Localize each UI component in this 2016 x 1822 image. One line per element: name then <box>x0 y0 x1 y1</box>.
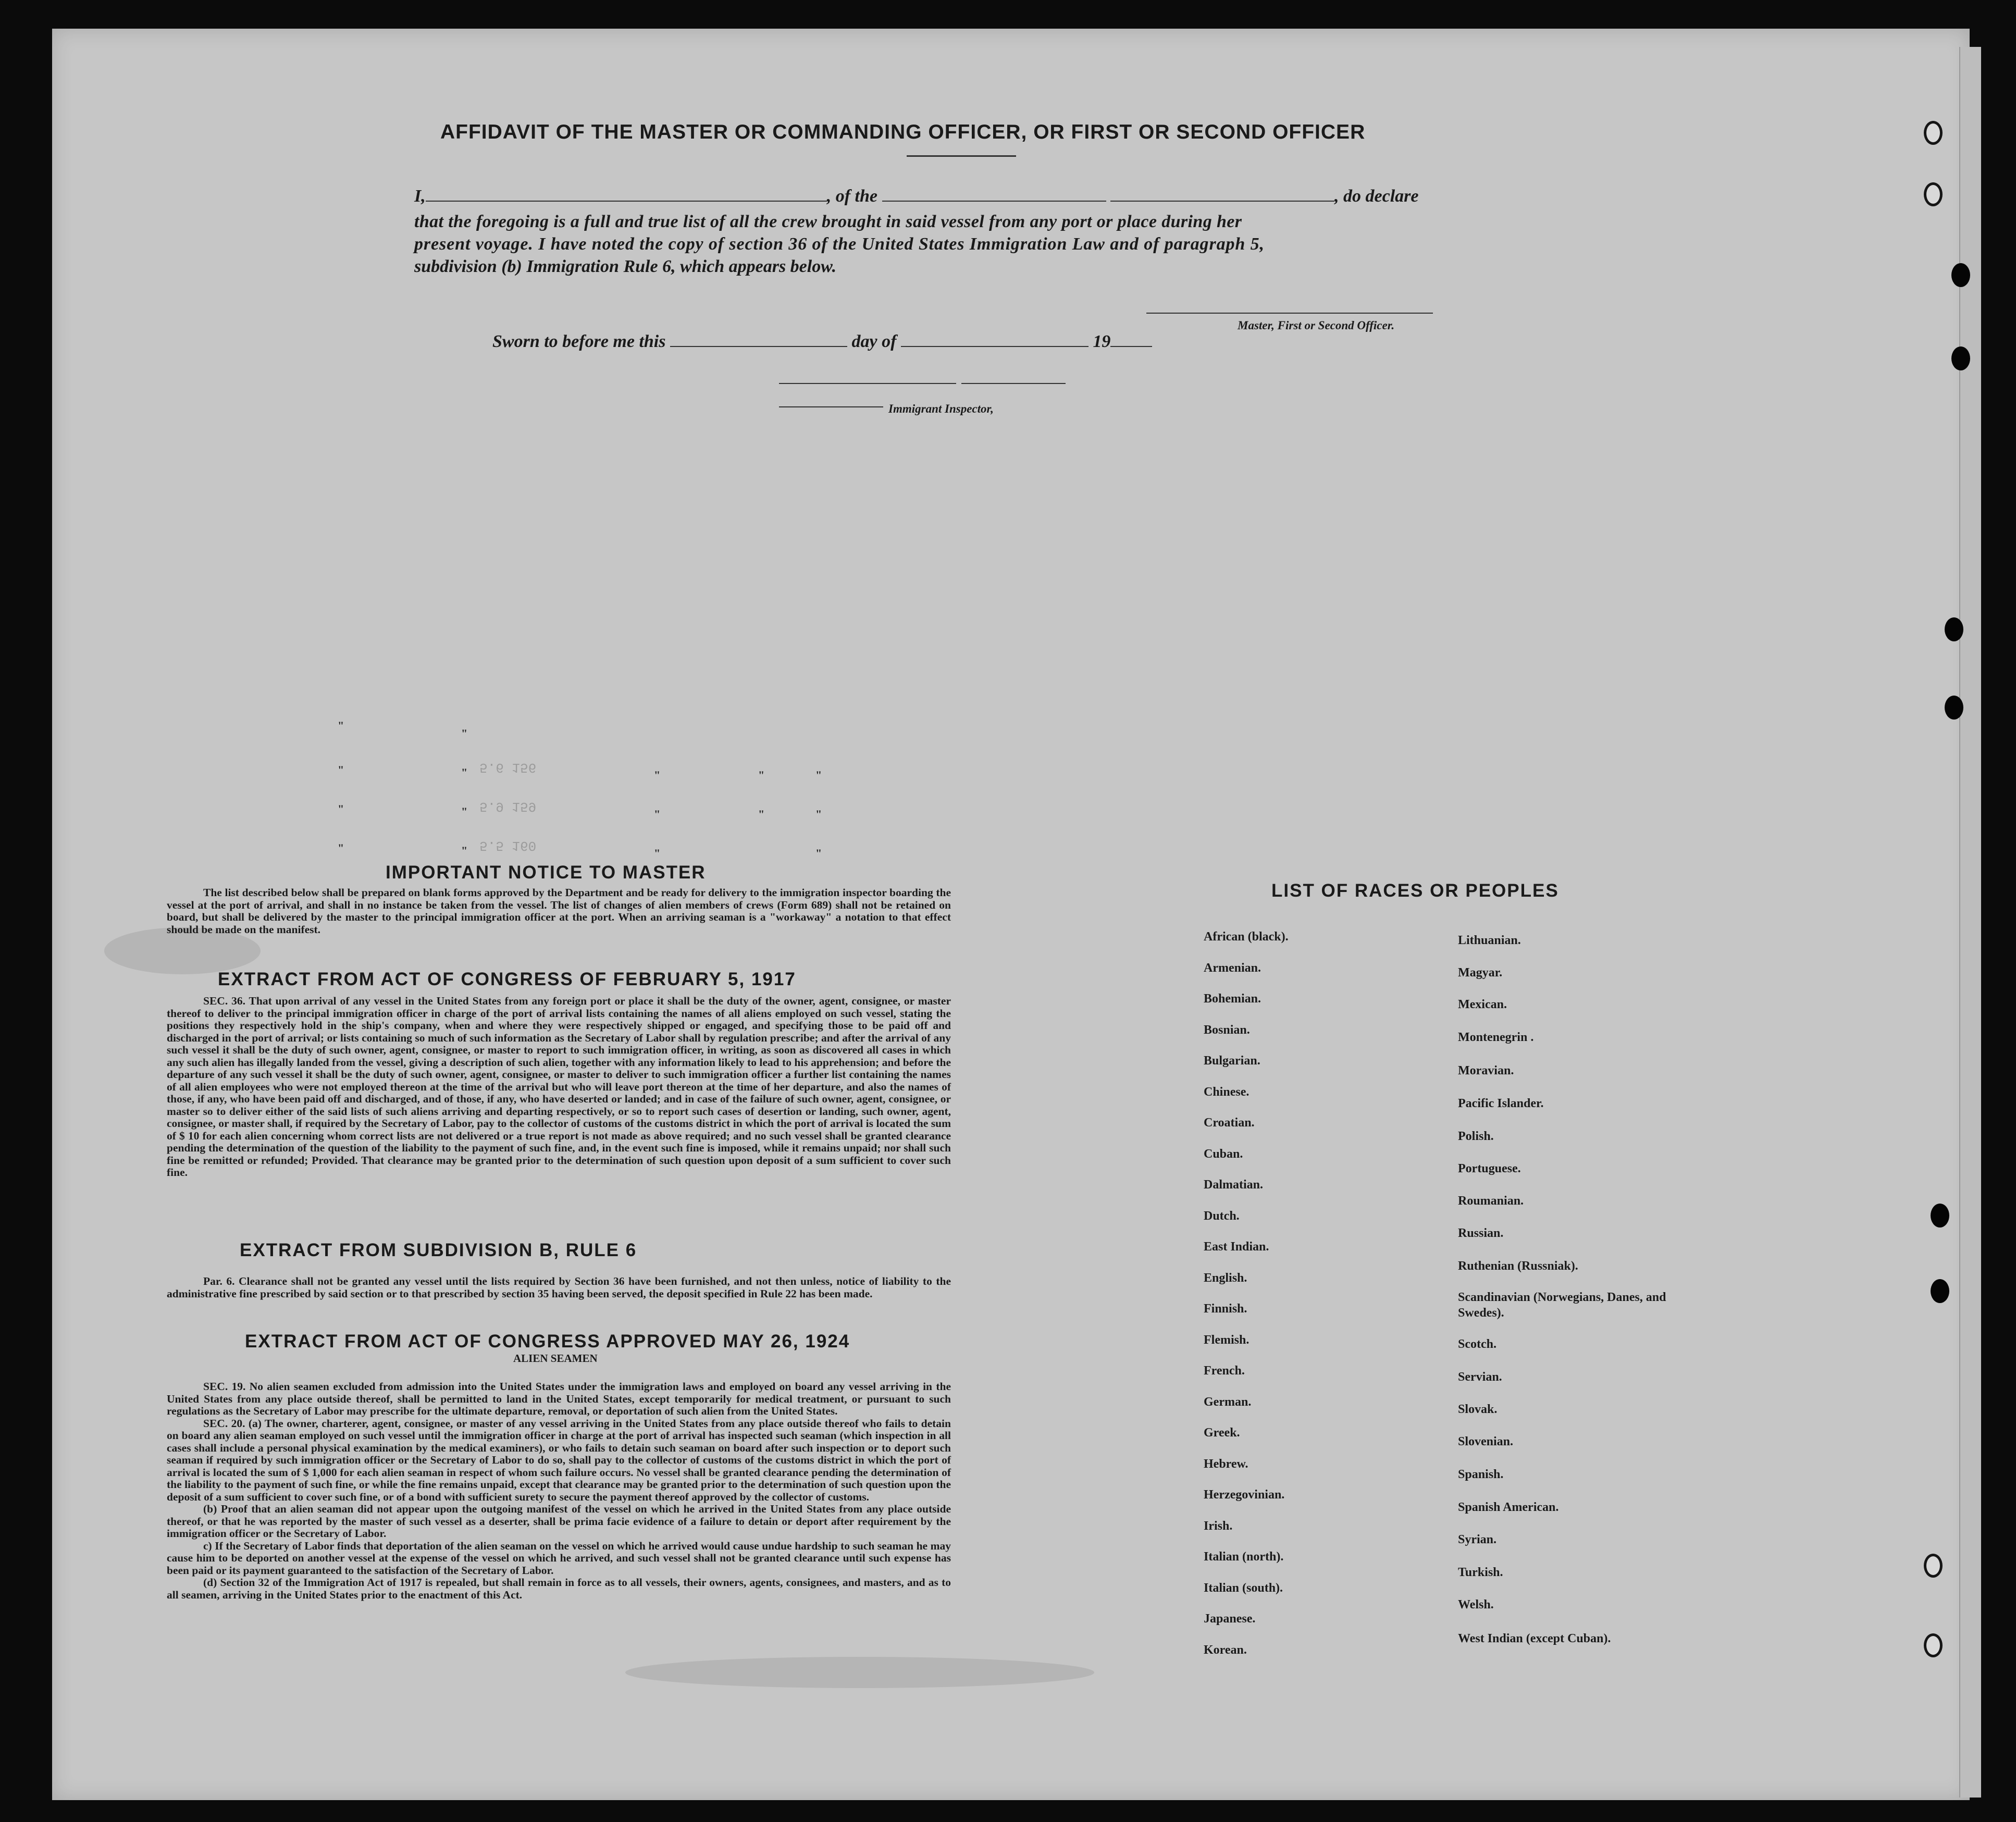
race-item: Cuban. <box>1204 1147 1243 1161</box>
day-blank[interactable] <box>670 346 847 347</box>
section-20a-paragraph: SEC. 20. (a) The owner, charterer, agent, consignee, or master of any vessel arriving in the United States from any place outside thereof who fails to detain on board any alien seaman employed on such vessel until the immigration officer in charge at the port of arrival has inspected such seaman (which inspection in all cases shall include a personal physical examination by the medical examiners), or who fails to detain such seaman on board after such inspection or to deport such seaman if required by such immigration officer or the Secretary of Labor to do so, shall pay to the collector of customs of the customs district in which the port of arrival is located the sum of $ 1,000 for each alien seaman in respect of whom such failure occurs. No vessel shall be granted clearance pending the determination of the liability to the payment of such fine, or while the fine remains unpaid, except that clearance may be granted prior to the determination of such question upon the deposit of a sum sufficient to cover such fine, or of a bond with sufficient surety to secure the payment thereof approved by the collector of customs. <box>167 1417 951 1503</box>
section-19-paragraph: SEC. 19. No alien seamen excluded from admission into the United States under the immigration laws and employed on board any vessel arriving in the United States from any place outside thereof, shall be permitted to land in the United States, except temporarily for medical treatment, or pursuant to such regulations as the Secretary of Labor may prescribe for the ultimate departure, removal, or deportation of such alien from the United States. <box>167 1380 951 1417</box>
race-item: Moravian. <box>1458 1064 1514 1077</box>
race-item: Dalmatian. <box>1204 1178 1263 1192</box>
race-item: Slovenian. <box>1458 1435 1514 1448</box>
race-item: Syrian. <box>1458 1533 1497 1546</box>
sworn-line <box>492 332 1152 352</box>
race-item: Welsh. <box>1458 1598 1494 1612</box>
race-item: Turkish. <box>1458 1566 1503 1579</box>
affidavit-title: AFFIDAVIT OF THE MASTER OR COMMANDING OFFICER, OR FIRST OR SECOND OFFICER <box>440 121 1366 143</box>
binder-hole-icon <box>1924 1633 1943 1657</box>
inspector-label: Immigrant Inspector, <box>888 402 994 415</box>
race-item: Japanese. <box>1204 1612 1256 1626</box>
race-item: Dutch. <box>1204 1209 1240 1223</box>
binder-hole-icon <box>1945 617 1963 641</box>
race-item: Croatian. <box>1204 1116 1255 1130</box>
races-title: LIST OF RACES OR PEOPLES <box>1271 881 1559 901</box>
page-edge <box>1959 47 1981 1798</box>
race-item: West Indian (except Cuban). <box>1458 1632 1611 1645</box>
signature-label: Master, First or Second Officer. <box>1238 319 1395 332</box>
smudge <box>625 1657 1094 1688</box>
binder-hole-icon <box>1951 263 1970 287</box>
race-item: German. <box>1204 1395 1252 1409</box>
race-item: Mexican. <box>1458 998 1507 1011</box>
race-item: Greek. <box>1204 1426 1240 1440</box>
race-item: Bohemian. <box>1204 992 1261 1006</box>
race-item: Slovak. <box>1458 1403 1498 1416</box>
race-item: Italian (south). <box>1204 1581 1283 1595</box>
year-blank[interactable] <box>1110 346 1152 347</box>
race-item: Montenegrin . <box>1458 1031 1534 1044</box>
binder-hole-icon <box>1924 1554 1943 1578</box>
binder-hole-icon <box>1931 1279 1949 1303</box>
rule-6-title: EXTRACT FROM SUBDIVISION B, RULE 6 <box>240 1240 637 1260</box>
race-item: Bulgarian. <box>1204 1054 1260 1068</box>
section-20b-paragraph: (b) Proof that an alien seaman did not appear upon the outgoing manifest of the vessel on which he arrived in the United States from any place outside thereof, or that he was reported by the master of such vessel as a deserter, shall be prima facie evidence of a failure to detain or deport after requirement by the immigration officer or the Secretary of Labor. <box>167 1503 951 1540</box>
race-item: Armenian. <box>1204 961 1261 975</box>
inspector-line[interactable] <box>779 383 956 384</box>
race-item: Magyar. <box>1458 966 1503 980</box>
race-item: Scotch. <box>1458 1337 1496 1351</box>
race-item: Spanish. <box>1458 1468 1504 1481</box>
name-blank[interactable] <box>426 201 827 202</box>
bleedthrough-row: 5.9 159 <box>479 799 537 814</box>
month-blank[interactable] <box>901 346 1089 347</box>
binder-hole-icon <box>1924 121 1943 145</box>
paragraph-6: Par. 6. Clearance shall not be granted any vessel until the lists required by Section 36 have been furnished, and not then unless, notice of liability to the administrative fine prescribed by said section or to that prescribed by section 35 having been served, the deposit specified in Rule 22 has been made. <box>167 1275 951 1300</box>
race-item: Russian. <box>1458 1226 1504 1240</box>
race-item: Lithuanian. <box>1458 934 1521 947</box>
alien-seamen-subtitle: ALIEN SEAMEN <box>513 1352 598 1365</box>
binder-hole-icon <box>1924 182 1943 206</box>
affidavit-prefix: I, <box>414 187 426 206</box>
race-item: Irish. <box>1204 1519 1233 1533</box>
affidavit-line-2: that the foregoing is a full and true list of all the crew brought in said vessel from any port or place during her <box>414 212 1242 231</box>
race-item: Polish. <box>1458 1130 1494 1143</box>
extract-1917-text <box>167 995 951 1179</box>
race-item: Spanish American. <box>1458 1501 1559 1514</box>
race-item: Roumanian. <box>1458 1194 1524 1208</box>
bleedthrough-row: 5.5 160 <box>479 838 537 853</box>
affidavit-line-3: present voyage. I have noted the copy of section 36 of the United States Immigration Law and of paragraph 5, <box>414 234 1265 254</box>
race-item: Korean. <box>1204 1643 1247 1657</box>
rule-6-text <box>167 1275 951 1300</box>
race-item: Ruthenian (Russniak). <box>1458 1259 1578 1273</box>
race-item: Scandinavian (Norwegians, Danes, and Swedes). <box>1458 1291 1666 1320</box>
inspector-line-2[interactable] <box>961 383 1066 384</box>
race-item: Flemish. <box>1204 1333 1250 1347</box>
vessel-blank-2[interactable] <box>1110 201 1334 202</box>
race-item: French. <box>1204 1364 1245 1378</box>
inspector-short-line <box>779 406 883 407</box>
extract-1924-title: EXTRACT FROM ACT OF CONGRESS APPROVED MAY 26, 1924 <box>245 1331 850 1352</box>
race-item: Finnish. <box>1204 1302 1247 1316</box>
signature-line[interactable] <box>1146 313 1433 314</box>
race-item: Italian (north). <box>1204 1550 1284 1564</box>
race-item: Servian. <box>1458 1370 1502 1384</box>
section-20c-paragraph: c) If the Secretary of Labor finds that deportation of the alien seaman on the vessel on which he arrived would cause undue hardship to such seaman he may cause him to be deported on another vessel at the expense of the vessel on which he arrived, and such vessel shall not be granted clearance until such expense has been paid or its payment guaranteed to the satisfaction of the Secretary of Labor. <box>167 1539 951 1577</box>
extract-1924-text <box>167 1381 951 1601</box>
title-underline <box>907 155 1016 157</box>
race-item: Portuguese. <box>1458 1162 1521 1175</box>
notice-title: IMPORTANT NOTICE TO MASTER <box>386 862 706 883</box>
affidavit-line-1 <box>414 187 1418 206</box>
section-36-paragraph: SEC. 36. That upon arrival of any vessel in the United States from any foreign port or place it shall be the duty of the owner, agent, consignee, or master thereof to deliver to the principal immigration officer in charge of the port of arrival lists containing the names of all aliens employed on such vessel, stating the positions they respectively hold in the ship's company, when and where they were respectively shipped or engaged, and specifying those to be paid off and discharged in the port of arrival; or lists containing so much of such information as the Secretary of Labor shall by regulation prescribe; and after the arrival of any such vessel it shall be the duty of such owner, agent, consignee, or master to report to such immigration officer, in writing, as soon as discovered all cases in which any such alien has illegally landed from the vessel, giving a description of such alien, together with any information likely to lead to his apprehension; and before the departure of any such vessel it shall be the duty of such owner, agent, consignee, or master to deliver to such immigration officer a further list containing the names of all alien employees who were not employed thereon at the time of the arrival but who will leave port thereon at the time of her departure, and also the names of those, if any, who have been paid off and discharged, and of those, if any, who have deserted or landed; and in case of the failure of such owner, agent, consignee, or master so to deliver either of the said lists of such aliens arriving and departing respectively, or so to report such cases of desertion or landing, such owner, agent, consignee, or master shall, if required by the Secretary of Labor, pay to the collector of customs of the customs district in which the port of arrival is located the sum of $ 10 for each alien concerning whom correct lists are not delivered or a true report is not made as above required; and no such vessel shall be granted clearance pending the determination of the question of the liability to the payment of such fine, and, in the event such fine is imposed, while it remains unpaid; nor shall such fine be remitted or refunded; Provided. That clearance may be granted prior to the determination of such question upon deposit of a sum sufficient to cover such fine. <box>167 995 951 1179</box>
affidavit-line-4: subdivision (b) Immigration Rule 6, which appears below. <box>414 257 837 276</box>
vessel-blank[interactable] <box>882 201 1106 202</box>
sworn-prefix: Sworn to before me this <box>492 332 666 351</box>
binder-hole-icon <box>1951 346 1970 370</box>
binder-hole-icon <box>1945 696 1963 720</box>
section-20d-paragraph: (d) Section 32 of the Immigration Act of 1917 is repealed, but shall remain in force as to all vessels, their owners, agents, consignees, and masters, and as to all seamen, arriving in the United States prior to the enactment of this Act. <box>167 1576 951 1601</box>
affidavit-suffix: , do declare <box>1334 187 1419 206</box>
race-item: East Indian. <box>1204 1240 1269 1254</box>
notice-text <box>167 887 951 936</box>
bleedthrough-row: 5.6 156 <box>479 760 537 775</box>
notice-paragraph: The list described below shall be prepared on blank forms approved by the Department and be ready for delivery to the immigration inspector boarding the vessel at the port of arrival, and shall in no instance be taken from the vessel. The list of changes of alien members of crews (Form 689) shall not be retained on board, but shall be delivered by the master to the principal immigration officer at the port. When an arriving seaman is a "workaway" a notation to that effect should be made on the manifest. <box>167 886 951 936</box>
sworn-year: 19 <box>1093 332 1111 351</box>
affidavit-mid: , of the <box>826 187 878 206</box>
sworn-mid: day of <box>851 332 897 351</box>
race-item: English. <box>1204 1271 1247 1285</box>
race-item: Hebrew. <box>1204 1457 1248 1471</box>
race-item: African (black). <box>1204 930 1289 944</box>
race-item: Herzegovinian. <box>1204 1488 1285 1502</box>
race-item: Pacific Islander. <box>1458 1097 1544 1110</box>
race-item: Bosnian. <box>1204 1023 1250 1037</box>
race-item: Chinese. <box>1204 1085 1250 1099</box>
binder-hole-icon <box>1931 1204 1949 1228</box>
extract-1917-title: EXTRACT FROM ACT OF CONGRESS OF FEBRUARY 5, 1917 <box>218 969 796 989</box>
